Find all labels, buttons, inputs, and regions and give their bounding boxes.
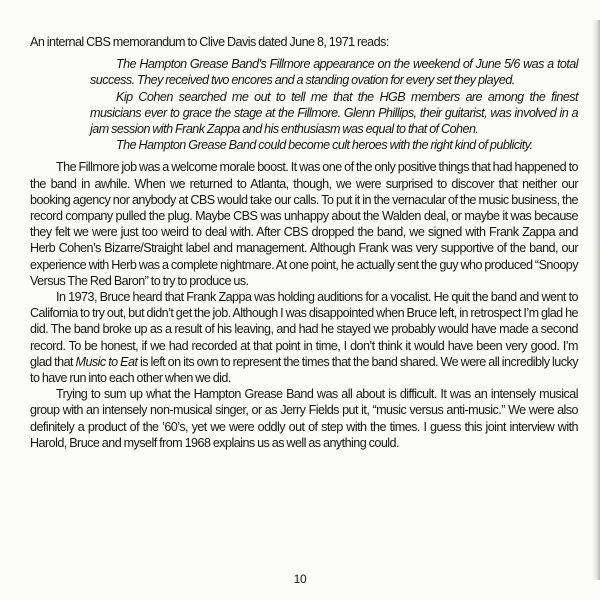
body-paragraph-2 [30, 289, 578, 386]
quote-paragraph-1: The Hampton Grease Band’s Fillmore appearance on the weekend of June 5/6 was a total success. They received two encores and a standing ovation for every set they played. [90, 57, 578, 88]
memo-intro: An internal CBS memorandum to Clive Davis dated June 8, 1971 reads: [30, 35, 389, 49]
album-title: Music to Eat [75, 354, 138, 369]
quote-paragraph-3: The Hampton Grease Band could become cult heroes with the right kind of publicity. [116, 138, 533, 153]
body-paragraph-3: Trying to sum up what the Hampton Grease Band was all about is difficult. It was an intensely musical group with an intensely non-musical singer, or as Jerry Fields put it, “music versus anti-music.” We were also definitely a product of the ’60’s, yet we were oddly out of step with the times. I guess this joint interview with Harold, Bruce and myself from 1968 explains us as well as anything could. [30, 387, 578, 450]
body-paragraph-2-end: is left on its own to represent the times that the band shared. We were all incredibly lucky to have run into each other when we did. [30, 354, 578, 386]
body-paragraph-1: The Fillmore job was a welcome morale boost. It was one of the only positive things that had happened to the band in awhile. When we returned to Atlanta, though, we were surprised to discover that neither our booking agency nor anybody at CBS would take our calls. To put it in the vernacular of the music business, the record company pulled the plug. Maybe CBS was unhappy about the Walden deal, or maybe it was because they felt we were just too weird to deal with. After CBS dropped the band, we signed with Frank Zappa and Herb Cohen’s Bizarre/Straight label and management. Although Frank was very supportive of the band, our experience with Herb was a complete nightmare. At one point, he actually sent the guy who produced “Snoopy Versus The Red Baron” to try to produce us. [30, 160, 578, 288]
memo-quote [90, 56, 578, 153]
page-text [30, 34, 578, 451]
booklet-spine-shadow [592, 20, 600, 580]
body-text [30, 159, 578, 451]
body-paragraph-2-start: In 1973, Bruce heard that Frank Zappa was holding auditions for a vocalist. He quit the band and went to California to try out, but didn’t get the job. Although I was disappointed when Bruce left, in retrospect I’m glad he did. The band broke up as a result of his leaving, and had he stayed we probably would have made a second record. To be honest, if we had recorded at that point in time, I don’t think it would have been very good. I’m glad that [30, 290, 578, 369]
page-number: 10 [293, 572, 307, 586]
quote-paragraph-2: Kip Cohen searched me out to tell me that the HGB members are among the finest musicians ever to grace the stage at the Fillmore. Glenn Phillips, their guitarist, was involved in a jam session with Frank Zappa and his enthusiasm was equal to that of Cohen. [90, 89, 578, 137]
